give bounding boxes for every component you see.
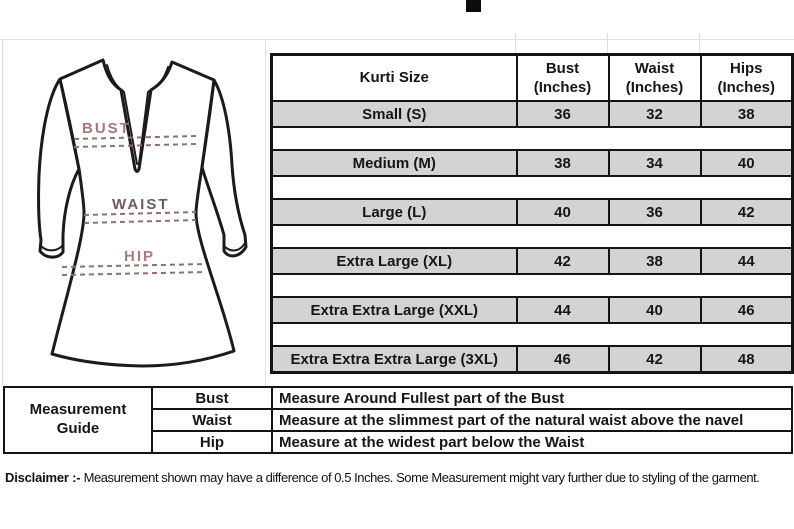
- waist-label: WAIST: [112, 196, 170, 213]
- waist-cell: 40: [609, 297, 701, 323]
- spacer-row: [272, 225, 793, 248]
- waist-cell: 32: [609, 101, 701, 127]
- bust-cell: 46: [517, 346, 609, 373]
- spacer-row: [272, 176, 793, 199]
- waist-cell: 36: [609, 199, 701, 225]
- disclaimer-text: Measurement shown may have a difference of 0.5 Inches. Some Measurement might vary further due to styling of the garment.: [80, 470, 760, 485]
- waist-cell: 42: [609, 346, 701, 373]
- spacer-row: [272, 323, 793, 346]
- gridline: [515, 33, 516, 53]
- instruction-cell: Measure at the slimmest part of the natural waist above the navel: [272, 409, 792, 431]
- part-cell: Bust: [152, 387, 272, 409]
- size-table: [270, 53, 794, 374]
- waist-cell: 38: [609, 248, 701, 274]
- instruction-cell: Measure at the widest part below the Waist: [272, 431, 792, 453]
- size-cell: Large (L): [272, 199, 517, 225]
- brand-mark: [466, 0, 481, 12]
- hips-column-header: Hips (Inches): [701, 55, 793, 102]
- gridline: [607, 33, 608, 53]
- disclaimer-label: Disclaimer :-: [5, 470, 81, 485]
- size-cell: Medium (M): [272, 150, 517, 176]
- bust-column-header: Bust (Inches): [517, 55, 609, 102]
- gridline: [699, 33, 700, 53]
- bust-label: BUST: [82, 120, 131, 137]
- guide-row: [4, 387, 792, 409]
- bust-cell: 40: [517, 199, 609, 225]
- instruction-cell: Measure Around Fullest part of the Bust: [272, 387, 792, 409]
- size-column-header: Kurti Size: [272, 55, 517, 102]
- bust-cell: 44: [517, 297, 609, 323]
- gridline: [265, 40, 266, 386]
- waist-column-header: Waist (Inches): [609, 55, 701, 102]
- disclaimer: [5, 470, 794, 485]
- waist-cell: 34: [609, 150, 701, 176]
- table-row: [272, 199, 793, 225]
- bust-cell: 38: [517, 150, 609, 176]
- measurement-guide-title: Measurement Guide: [4, 387, 152, 453]
- hips-cell: 38: [701, 101, 793, 127]
- hips-cell: 42: [701, 199, 793, 225]
- kurti-torso: [52, 60, 234, 366]
- measurement-guide-table: [3, 386, 793, 454]
- kurti-figure-illustration: [0, 35, 260, 380]
- hips-cell: 48: [701, 346, 793, 373]
- spacer-row: [272, 274, 793, 297]
- hips-cell: 40: [701, 150, 793, 176]
- bust-cell: 36: [517, 101, 609, 127]
- spacer-row: [272, 127, 793, 150]
- size-cell: Extra Extra Extra Large (3XL): [272, 346, 517, 373]
- table-row: [272, 150, 793, 176]
- size-cell: Extra Large (XL): [272, 248, 517, 274]
- header-row: [272, 55, 793, 102]
- part-cell: Waist: [152, 409, 272, 431]
- hips-cell: 44: [701, 248, 793, 274]
- hips-cell: 46: [701, 297, 793, 323]
- table-row: [272, 248, 793, 274]
- size-cell: Extra Extra Large (XXL): [272, 297, 517, 323]
- table-row: [272, 101, 793, 127]
- bust-cell: 42: [517, 248, 609, 274]
- table-row: [272, 346, 793, 373]
- part-cell: Hip: [152, 431, 272, 453]
- hip-label: HIP: [124, 248, 156, 265]
- table-row: [272, 297, 793, 323]
- size-cell: Small (S): [272, 101, 517, 127]
